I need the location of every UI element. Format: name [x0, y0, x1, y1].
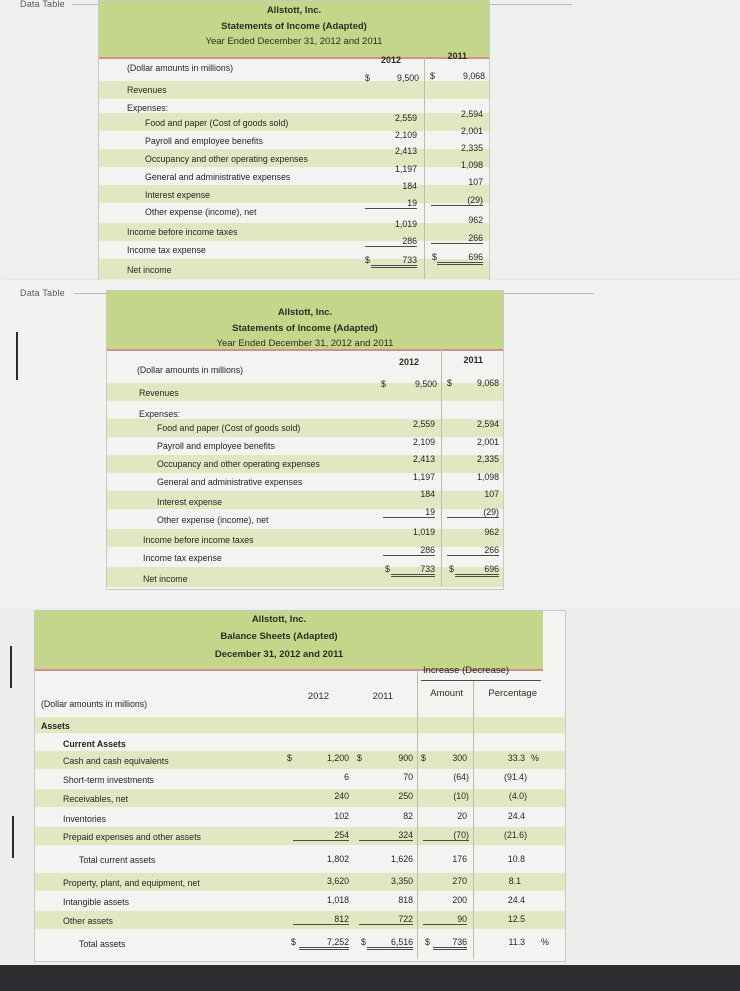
asset-label: Property, plant, and equipment, net	[63, 878, 200, 888]
current-assets-label: Current Assets	[63, 739, 126, 749]
net-income-label: Net income	[127, 265, 172, 275]
expense-label: General and administrative expenses	[145, 172, 291, 182]
paper-sheet-1	[0, 0, 740, 280]
expenses-label: Expenses:	[127, 103, 169, 113]
col-2012: 2012	[380, 55, 401, 65]
units-label: (Dollar amounts in millions)	[127, 63, 234, 73]
dollar-sign: $	[361, 937, 366, 947]
dollar-sign: $	[432, 252, 437, 262]
total-current-percentage: 10.8	[507, 854, 525, 864]
total-assets-percentage: 11.3	[508, 937, 525, 947]
dollar-sign: $	[449, 564, 454, 574]
expense-2011: 2,001	[476, 437, 499, 447]
expense-2011: 107	[468, 177, 483, 187]
expense-label: Payroll and employee benefits	[157, 441, 275, 451]
expense-2012: 2,109	[394, 130, 417, 140]
before-tax-label: Income before income taxes	[127, 227, 238, 237]
net-income-2011: 696	[455, 564, 499, 577]
statement-title: Statements of Income (Adapted)	[232, 323, 378, 334]
expense-2012: 184	[402, 181, 417, 191]
asset-amount: (70)	[423, 830, 469, 841]
margin-mark	[10, 646, 12, 688]
col-2011: 2011	[372, 691, 393, 702]
company-name: Allstott, Inc.	[266, 5, 322, 16]
data-table-label: Data Table	[20, 288, 65, 298]
asset-amount: 300	[452, 753, 467, 763]
expense-2011: 1,098	[476, 472, 499, 482]
asset-2012: 1,200	[326, 753, 349, 763]
col-percentage: Percentage	[488, 688, 537, 699]
asset-percentage: 24.4	[507, 811, 525, 821]
expense-label: Food and paper (Cost of goods sold)	[157, 423, 301, 433]
expense-2012: 2,109	[412, 437, 435, 447]
margin-mark	[16, 332, 18, 380]
before-tax-2012: 1,019	[412, 527, 435, 537]
before-tax-2012: 1,019	[394, 219, 417, 229]
units-label: (Dollar amounts in millions)	[137, 365, 244, 375]
revenues-2012: 9,500	[414, 379, 437, 389]
tax-2011: 266	[447, 545, 499, 556]
dollar-sign: $	[430, 71, 435, 81]
expense-label: Other expense (income), net	[145, 207, 257, 217]
income-statement-table-2	[106, 290, 504, 590]
units-label: (Dollar amounts in millions)	[41, 699, 148, 709]
before-tax-label: Income before income taxes	[143, 535, 254, 545]
dollar-sign: $	[447, 378, 452, 388]
statement-title: Statements of Income (Adapted)	[221, 21, 367, 32]
expense-2012: 184	[420, 489, 435, 499]
assets-label: Assets	[41, 721, 70, 731]
asset-2011: 324	[359, 830, 413, 841]
dollar-sign: $	[291, 937, 296, 947]
expense-2012: 1,197	[394, 164, 417, 174]
asset-amount: 200	[452, 895, 467, 905]
expense-label: General and administrative expenses	[157, 477, 303, 487]
balance-sheet-table	[34, 610, 566, 962]
total-assets-amount: 736	[433, 937, 467, 950]
expense-label: Interest expense	[145, 190, 211, 200]
tax-2011: 266	[431, 233, 483, 244]
expense-label: Food and paper (Cost of goods sold)	[145, 118, 289, 128]
statement-period: Year Ended December 31, 2012 and 2011	[216, 338, 394, 349]
col-amount: Amount	[430, 688, 463, 699]
asset-percentage: (4.0)	[508, 791, 527, 801]
asset-2012: 6	[344, 772, 349, 782]
expense-2011: 2,594	[460, 109, 483, 119]
asset-label: Prepaid expenses and other assets	[63, 832, 201, 842]
asset-label: Receivables, net	[63, 794, 129, 804]
statement-date: December 31, 2012 and 2011	[214, 649, 344, 660]
expense-label: Occupancy and other operating expenses	[157, 459, 320, 469]
column-divider	[417, 669, 418, 959]
asset-label: Other assets	[63, 916, 113, 926]
revenues-2011: 9,068	[462, 71, 485, 81]
data-table-label: Data Table	[20, 0, 65, 9]
expense-2012: 2,413	[394, 146, 417, 156]
col-2011: 2011	[447, 51, 467, 61]
asset-label: Intangible assets	[63, 897, 130, 907]
expense-2012: 19	[383, 507, 435, 518]
col-2012: 2012	[307, 691, 329, 702]
asset-2011: 900	[398, 753, 413, 763]
expenses-label: Expenses:	[139, 409, 181, 419]
asset-2011: 250	[398, 791, 413, 801]
asset-percentage: 33.3	[507, 753, 525, 763]
expense-2011: (29)	[431, 195, 483, 206]
heading-rule	[421, 680, 541, 681]
asset-percentage: 8.1	[508, 876, 521, 886]
table-row	[35, 717, 565, 733]
net-income-2012: 733	[391, 564, 435, 577]
asset-2011: 70	[403, 772, 413, 782]
expense-2011: 2,335	[460, 143, 483, 153]
tax-2012: 286	[383, 545, 435, 556]
asset-label: Short-term investments	[63, 775, 154, 785]
paper-sheet-3	[0, 610, 740, 965]
expense-2011: 2,001	[460, 126, 483, 136]
net-income-2012: 733	[371, 255, 417, 268]
asset-2012: 240	[334, 791, 349, 801]
revenues-label: Revenues	[127, 85, 167, 95]
asset-amount: 270	[452, 876, 467, 886]
margin-mark	[12, 816, 14, 858]
expense-label: Payroll and employee benefits	[145, 136, 263, 146]
asset-2012: 812	[293, 914, 349, 925]
dollar-sign: $	[365, 255, 370, 265]
column-divider	[424, 57, 425, 279]
expense-2012: 19	[365, 198, 417, 209]
before-tax-2011: 962	[468, 215, 483, 225]
income-statement-table-1	[98, 0, 490, 282]
expense-2011: 107	[484, 489, 499, 499]
dollar-sign: $	[287, 753, 292, 763]
column-divider	[473, 681, 474, 959]
before-tax-2011: 962	[484, 527, 499, 537]
net-income-2011: 696	[437, 252, 483, 265]
dollar-sign: $	[381, 379, 386, 389]
tax-label: Income tax expense	[143, 553, 222, 563]
expense-2011: 1,098	[460, 160, 483, 170]
total-assets-2011: 6,516	[367, 937, 413, 950]
expense-2012: 2,413	[412, 454, 435, 464]
increase-decrease-heading: Increase (Decrease)	[423, 665, 510, 676]
asset-percentage: 12.5	[507, 914, 525, 924]
total-current-amount: 176	[452, 854, 467, 864]
asset-percentage: (21.6)	[504, 830, 527, 840]
expense-2011: 2,594	[476, 419, 499, 429]
asset-amount: 90	[423, 914, 467, 925]
asset-amount: 20	[457, 811, 467, 821]
expense-2012: 2,559	[394, 113, 417, 123]
revenues-2012: 9,500	[396, 73, 419, 83]
revenues-2011: 9,068	[476, 378, 499, 388]
net-income-label: Net income	[143, 574, 188, 584]
total-assets-label: Total assets	[79, 939, 126, 949]
tax-2012: 286	[365, 236, 417, 247]
total-current-label: Total current assets	[79, 855, 156, 865]
total-current-2012: 1,802	[326, 854, 349, 864]
asset-label: Cash and cash equivalents	[63, 756, 169, 766]
expense-2012: 1,197	[412, 472, 435, 482]
expense-label: Other expense (income), net	[157, 515, 269, 525]
asset-percentage: 24.4	[507, 895, 525, 905]
statement-title: Balance Sheets (Adapted)	[220, 631, 338, 642]
asset-2011: 3,350	[390, 876, 413, 886]
dollar-sign: $	[357, 753, 362, 763]
percent-sign: %	[541, 937, 549, 947]
expense-label: Interest expense	[157, 497, 223, 507]
asset-2012: 3,620	[326, 876, 349, 886]
asset-2011: 82	[403, 811, 413, 821]
expense-2011: 2,335	[476, 454, 499, 464]
dollar-sign: $	[425, 937, 430, 947]
table-surface	[0, 965, 740, 991]
paper-sheet-2	[0, 280, 740, 610]
revenues-label: Revenues	[139, 388, 179, 398]
expense-2011: (29)	[447, 507, 499, 518]
asset-2011: 818	[398, 895, 413, 905]
col-2012: 2012	[398, 357, 419, 367]
col-2011: 2011	[463, 355, 483, 365]
asset-2012: 254	[293, 830, 349, 841]
asset-label: Inventories	[63, 814, 107, 824]
dollar-sign: $	[365, 73, 370, 83]
total-current-2011: 1,626	[390, 854, 413, 864]
percent-sign: %	[531, 753, 539, 763]
total-assets-2012: 7,252	[299, 937, 349, 950]
asset-percentage: (91.4)	[504, 772, 527, 782]
asset-2012: 1,018	[326, 895, 349, 905]
table-header	[107, 291, 503, 351]
company-name: Allstott, Inc.	[277, 307, 333, 318]
column-divider	[441, 349, 442, 587]
asset-amount: (10)	[453, 791, 469, 801]
asset-amount: (64)	[453, 772, 469, 782]
expense-2012: 2,559	[412, 419, 435, 429]
dollar-sign: $	[385, 564, 390, 574]
dollar-sign: $	[421, 753, 426, 763]
company-name: Allstott, Inc.	[251, 614, 307, 625]
asset-2012: 102	[334, 811, 349, 821]
expense-label: Occupancy and other operating expenses	[145, 154, 308, 164]
statement-period: Year Ended December 31, 2012 and 2011	[205, 36, 383, 47]
tax-label: Income tax expense	[127, 245, 206, 255]
table-header	[35, 611, 543, 671]
asset-2011: 722	[359, 914, 413, 925]
